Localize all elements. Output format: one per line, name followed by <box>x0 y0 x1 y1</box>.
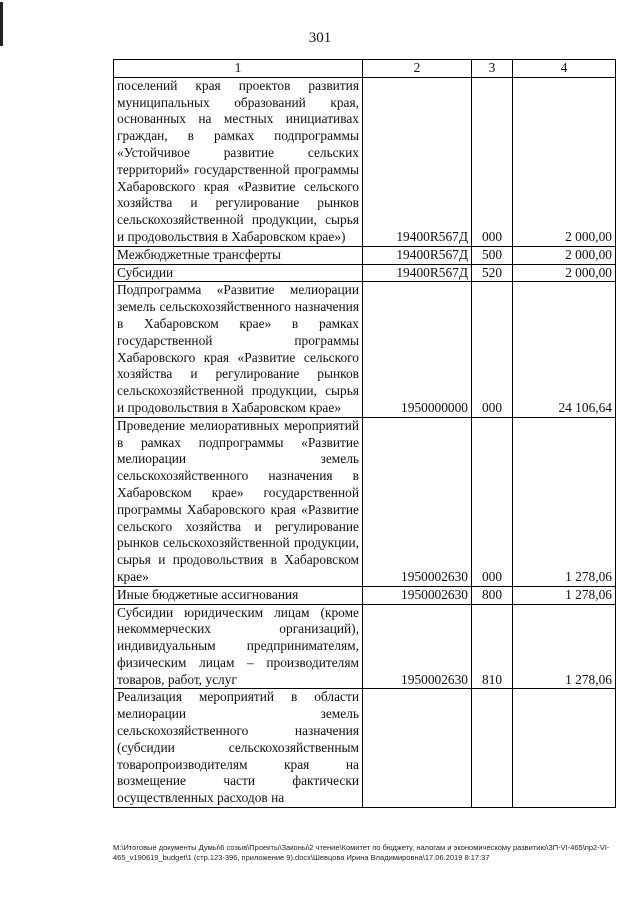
row-amount: 1 278,06 <box>513 417 616 586</box>
table-header-row <box>114 60 616 78</box>
row-kind: 500 <box>472 246 513 264</box>
footer-line-1: М:\Итоговые документы Думы\6 созыв\Проекты\Законы\2 чтение\Комитет по бюджету, налогам и экономическому развитию\ЗП-VI-465\пр2-VI- <box>113 843 610 852</box>
budget-table <box>113 59 616 808</box>
row-amount: 2 000,00 <box>513 246 616 264</box>
row-description: поселений края проектов развития муниципальных образований края, основанных на местных инициативах граждан, в рамках подпрограммы «Устойчивое развитие сельских территорий» государственной программы Хабаровского края «Развитие сельского хозяйства и регулирование рынков сельскохозяйственной продукции, сырья и продовольствия в Хабаровском крае») <box>114 77 363 246</box>
row-amount: 2 000,00 <box>513 77 616 246</box>
row-description: Подпрограмма «Развитие мелиорации земель сельскохозяйственного назначения в Хабаровском крае» в рамках государственной программы Хабаровского края «Развитие сельского хозяйства и регулирование рынков сельскохозяйственной продукции, сырья и продовольствия в Хабаровском крае» <box>114 282 363 417</box>
row-kind: 520 <box>472 264 513 282</box>
row-code: 1950002630 <box>363 586 472 604</box>
row-code <box>363 689 472 808</box>
row-amount: 24 106,64 <box>513 282 616 417</box>
row-amount: 2 000,00 <box>513 264 616 282</box>
row-amount <box>513 689 616 808</box>
row-description: Проведение мелиоративных мероприятий в рамках подпрограммы «Развитие мелиорации земель сельскохозяйственного назначения в Хабаровском крае» государственной программы Хабаровского края «Развитие сельского хозяйства и регулирование рынков сельскохозяйственной продукции, сырья и продовольствия в Хабаровском крае» <box>114 417 363 586</box>
page-number: 301 <box>308 30 332 46</box>
row-description: Субсидии <box>114 264 363 282</box>
table-row <box>114 246 616 264</box>
header-col-1: 1 <box>114 60 363 78</box>
table-row <box>114 604 616 689</box>
table-row <box>114 689 616 808</box>
row-description: Иные бюджетные ассигнования <box>114 586 363 604</box>
row-kind: 800 <box>472 586 513 604</box>
header-col-3: 3 <box>472 60 513 78</box>
footer-line-2: 465_v190619_budget\1 (стр.123-396, приложение 9).docx\Шевцова Ирина Владимировна\17.06.2019 8:17:37 <box>113 853 490 862</box>
row-code: 19400R567Д <box>363 246 472 264</box>
row-code: 1950002630 <box>363 417 472 586</box>
row-kind: 000 <box>472 417 513 586</box>
row-amount: 1 278,06 <box>513 586 616 604</box>
row-kind <box>472 689 513 808</box>
row-amount: 1 278,06 <box>513 604 616 689</box>
table-row <box>114 264 616 282</box>
row-code: 1950002630 <box>363 604 472 689</box>
header-col-2: 2 <box>363 60 472 78</box>
table-row <box>114 417 616 586</box>
table-row <box>114 77 616 246</box>
row-kind: 000 <box>472 282 513 417</box>
row-description: Реализация мероприятий в области мелиорации земель сельскохозяйственного назначения (субсидии сельскохозяйственным товаропроизводителям края на возмещение части фактически осуществленных расходов на <box>114 689 363 808</box>
row-description: Межбюджетные трансферты <box>114 246 363 264</box>
row-description: Субсидии юридическим лицам (кроме некоммерческих организаций), индивидуальным предпринимателям, физическим лицам – производителям товаров, работ, услуг <box>114 604 363 689</box>
file-path-footer <box>113 843 618 863</box>
table-row <box>114 586 616 604</box>
row-kind: 000 <box>472 77 513 246</box>
table-row <box>114 282 616 417</box>
row-code: 19400R567Д <box>363 77 472 246</box>
row-code: 1950000000 <box>363 282 472 417</box>
row-code: 19400R567Д <box>363 264 472 282</box>
header-col-4: 4 <box>513 60 616 78</box>
row-kind: 810 <box>472 604 513 689</box>
